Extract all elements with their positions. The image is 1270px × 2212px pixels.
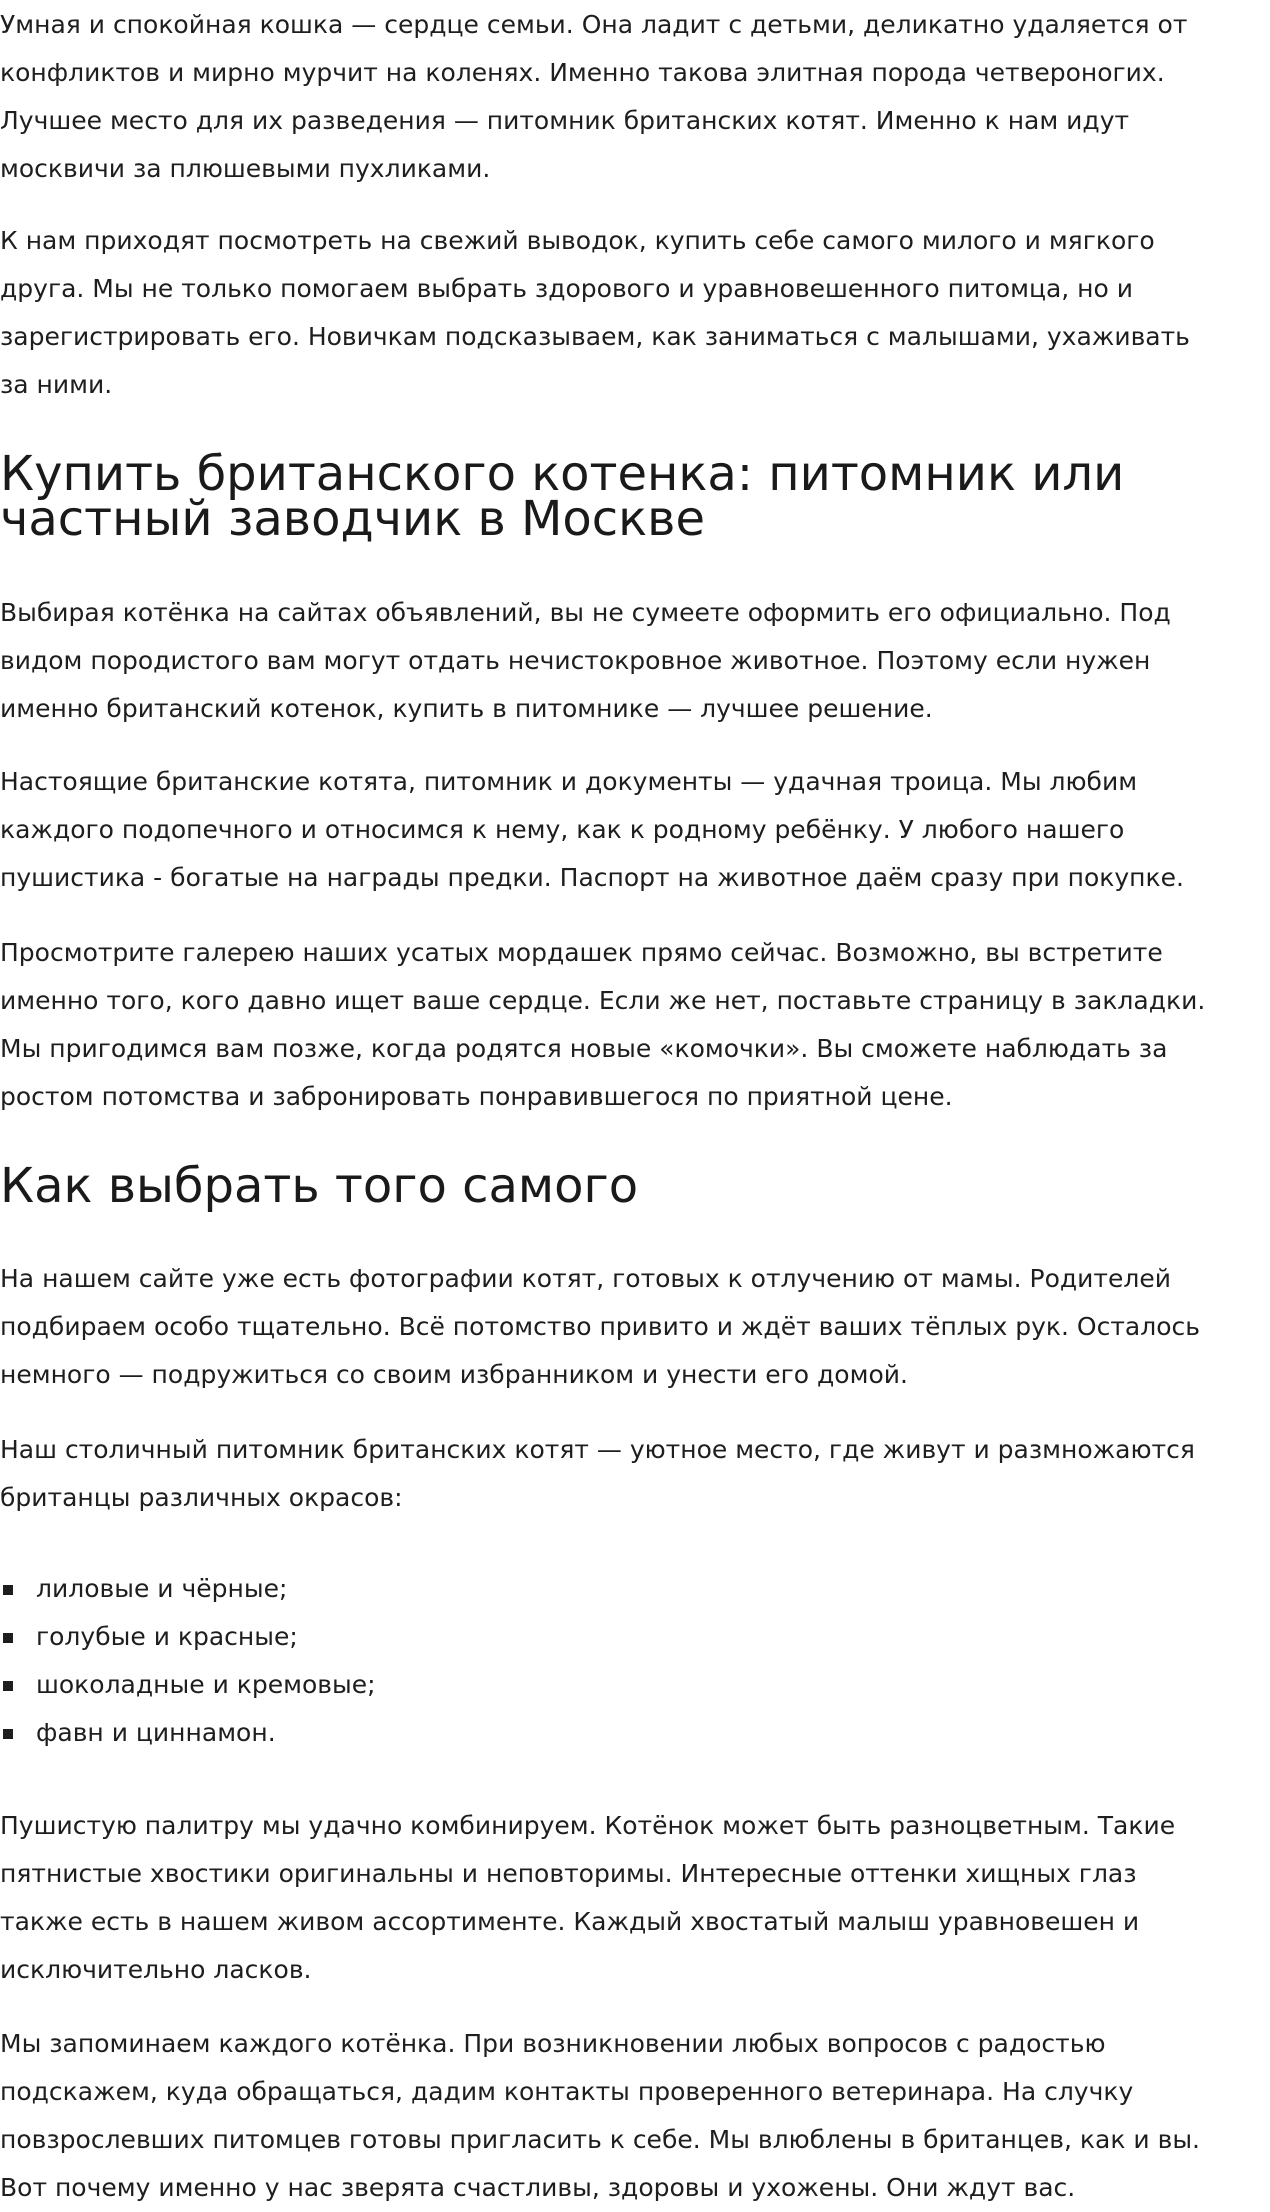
list-item: голубые и красные; [0, 1613, 376, 1661]
list-item: фавн и циннамон. [0, 1709, 376, 1757]
intro-paragraph: Умная и спокойная кошка — сердце семьи. Она ладит с детьми, деликатно удаляется от конфликтов и мирно мурчит на коленях. Именно такова элитная порода четвероногих. Лучшее место для их разведения — питомник британских котят. Именно к нам идут москвичи за плюшевыми пухликами. [0, 10, 1188, 183]
bullet-icon [3, 1633, 13, 1643]
bullet-icon [3, 1729, 13, 1739]
services-paragraph: К нам приходят посмотреть на свежий выводок, купить себе самого милого и мягкого друга. Мы не только помогаем выбрать здорового и уравновешенного питомца, но и зарегистрировать его. Новичкам подсказываем, как заниматься с малышами, ухаживать за ними. [0, 226, 1190, 399]
gallery-paragraph: Просмотрите галерею наших усатых мордашек прямо сейчас. Возможно, вы встретите именно того, кого давно ищет ваше сердце. Если же нет, поставьте страницу в закладки. Мы пригодимся вам позже, когда родятся новые «комочки». Вы сможете наблюдать за ростом потомства и забронировать понравившегося по приятной цене. [0, 938, 1206, 1111]
list-item: лиловые и чёрные; [0, 1565, 376, 1613]
bullet-icon [3, 1681, 13, 1691]
palette-paragraph: Пушистую палитру мы удачно комбинируем. Котёнок может быть разноцветным. Такие пятнистые хвостики оригинальны и неповторимы. Интересные оттенки хищных глаз также есть в нашем живом ассортименте. Каждый хвостатый малыш уравновешен и исключительно ласков. [0, 1811, 1176, 1984]
heading-buy-kitten: Купить британского котенка: питомник или частный заводчик в Москве [0, 446, 1125, 547]
photos-paragraph: На нашем сайте уже есть фотографии котят, готовых к отлучению от мамы. Родителей подбираем особо тщательно. Всё потомство привито и ждёт ваших тёплых рук. Осталось немного — подружиться со своим избранником и унести его домой. [0, 1264, 1200, 1389]
bullet-icon [3, 1585, 13, 1595]
list-item: шоколадные и кремовые; [0, 1661, 376, 1709]
colors-list [0, 1565, 376, 1757]
care-paragraph: Мы запоминаем каждого котёнка. При возникновении любых вопросов с радостью подскажем, куда обращаться, дадим контакты проверенного ветеринара. На случку повзрослевших питомцев готовы пригласить к себе. Мы влюблены в британцев, как и вы. Вот почему именно у нас зверята счастливы, здоровы и ухожены. Они ждут вас. [0, 2029, 1200, 2202]
documents-paragraph: Настоящие британские котята, питомник и документы — удачная троица. Мы любим каждого подопечного и относимся к нему, как к родному ребёнку. У любого нашего пушистика - богатые на награды предки. Паспорт на животное даём сразу при покупке. [0, 767, 1184, 892]
heading-how-to-choose: Как выбрать того самого [0, 1158, 639, 1214]
ads-warning-paragraph: Выбирая котёнка на сайтах объявлений, вы не сумеете оформить его официально. Под видом породистого вам могут отдать нечистокровное животное. Поэтому если нужен именно британский котенок, купить в питомнике — лучшее решение. [0, 598, 1171, 723]
cattery-colors-intro: Наш столичный питомник британских котят — уютное место, где живут и размножаются британцы различных окрасов: [0, 1435, 1195, 1512]
